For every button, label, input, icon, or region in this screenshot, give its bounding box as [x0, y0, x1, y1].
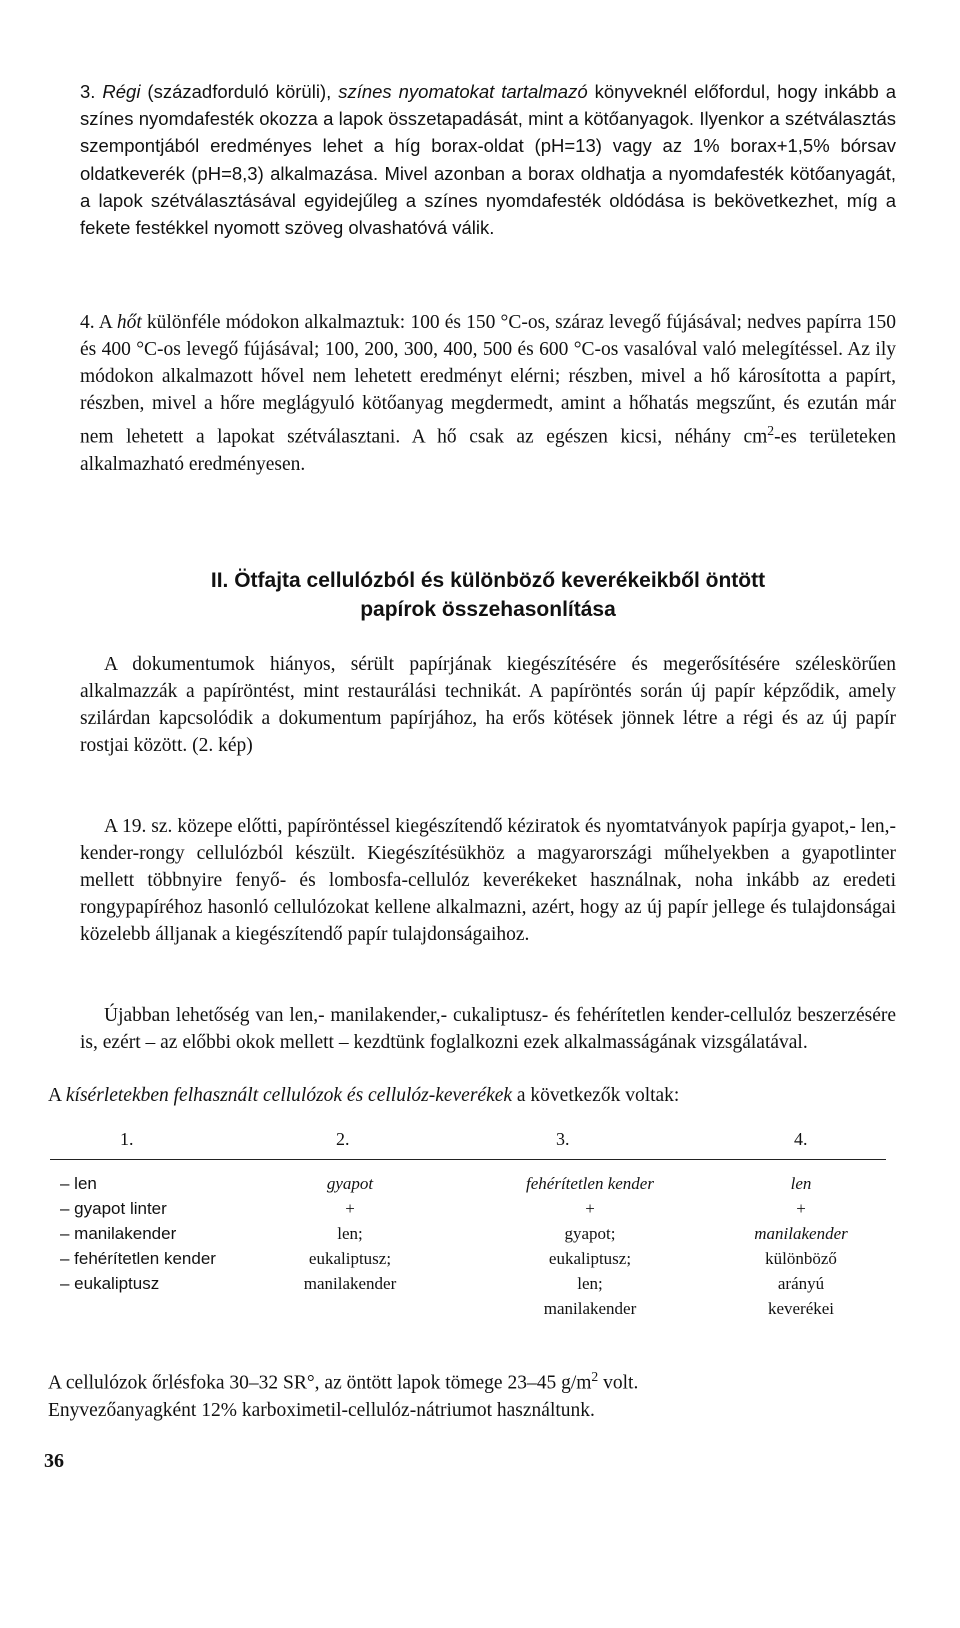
column-header-2: 2.	[336, 1129, 350, 1149]
footer-paragraph	[48, 1363, 908, 1424]
table-cell: arányú	[777, 1274, 825, 1293]
table-cell: eukaliptusz;	[308, 1249, 392, 1268]
superscript: 2	[591, 1369, 599, 1384]
footer-line	[48, 1363, 908, 1397]
table-cell: eukaliptusz;	[548, 1249, 632, 1268]
text-run: A	[94, 312, 117, 333]
emphasis: Régi	[102, 81, 141, 102]
table-cell: különböző	[765, 1249, 837, 1268]
heading-line: papírok összehasonlítása	[360, 598, 616, 621]
text-run: a következők voltak:	[512, 1085, 680, 1106]
table-column-1	[60, 1171, 216, 1296]
table-column-4	[736, 1171, 866, 1321]
table-cell: manilakender	[543, 1299, 637, 1318]
table-cell: gyapot	[326, 1174, 374, 1193]
table-cell: – len	[60, 1174, 97, 1193]
text-run: különféle módokon alkalmaztuk: 100 és 150 °C-os, száraz levegő fújásával; nedves papírra 150 és 400 °C-os levegő fújásával; 100, 200, 300, 400, 500 és 600 °C-os vasalóval való melegítéssel. Az ily módokon alkalmazott hővel nem lehetett eredményt elérni; részben, mivel a hő károsította a papírt, részben, mivel a hőre meglágyuló kötőanyag megdermedt, amint a hőhatás megszűnt, és ezután már nem lehetett a lapokat szétválasztani. A hő csak az egészen kicsi, néhány cm	[80, 312, 896, 448]
table-cell: fehérítetlen kender	[526, 1174, 654, 1193]
paragraph-history: A 19. sz. közepe előtti, papíröntéssel kiegészítendő kéziratok és nyomtatványok papírja gyapot,- len,- kender-rongy cellulózból készült. Kiegészítésükhöz a magyarországi műhelyekben a gyapotlinter mellett többnyire fenyő- és lombosfa-cellulóz keverékeket használnak, noha inkább az eredeti rongypapíréhoz hasonló cellulózokat kellene alkalmazni, azért, hogy az új papír jellege és tulajdonságai közelebb álljanak a kiegészítendő papír tulajdonságaihoz.	[80, 816, 896, 945]
text-run: könyveknél előfordul, hogy inkább a színes nyomdafesték okozza a lapok összetapadását, mint a kötőanyagok. Ilyenkor a szétválasztás szempontjából eredményes lehet a híg borax-oldat (pH=13) vagy az 1% borax+1,5% bórsav oldatkeverék (pH=8,3) alkalmazása. Mivel azonban a borax oldhatja a nyomdafesték kötőanyagát, a lapok szétválasztásával egyidejűleg a színes nyomdafesték oldódása is bekövetkezhet, míg a fekete festékkel nyomott szöveg olvashatóvá válik.	[80, 81, 897, 239]
page-number: 36	[44, 1450, 64, 1472]
table-column-3	[490, 1171, 690, 1321]
list-item-4	[80, 309, 896, 478]
paragraph-new-options: Újabban lehetőség van len,- manilakender,- cukaliptusz- és fehérítetlen kender-cellulóz beszerzésére is, ezért – az előbbi okok mellett – kezdtünk foglalkozni ezek alkalmasságának vizsgálatával.	[80, 1005, 896, 1053]
column-header-1: 1.	[120, 1129, 134, 1149]
superscript: 2	[767, 423, 775, 438]
table-cell: gyapot;	[564, 1224, 616, 1243]
heading-line: II. Ötfajta cellulózból és különböző keverékeikből öntött	[210, 569, 766, 592]
table-cell: – eukaliptusz	[60, 1274, 160, 1293]
list-item-3	[80, 78, 896, 241]
text-run: A cellulózok őrlésfoka 30–32 SR°, az öntött lapok tömege 23–45 g/m	[48, 1372, 592, 1394]
text-run: volt.	[598, 1372, 639, 1394]
section-heading	[80, 566, 896, 624]
column-header-3: 3.	[556, 1129, 570, 1149]
table-cell: len;	[337, 1224, 363, 1243]
table-cell: manilakender	[754, 1224, 848, 1243]
table-intro	[48, 1082, 908, 1109]
text-run: A	[48, 1085, 66, 1106]
emphasis: színes nyomatokat tartalmazó	[338, 81, 588, 102]
table-cell: +	[585, 1199, 595, 1218]
table-cell: +	[796, 1199, 806, 1218]
emphasis: hőt	[116, 312, 142, 333]
table-cell: len;	[577, 1274, 603, 1293]
text-run: -es területeken alkalmazható eredményesen.	[80, 426, 896, 475]
table-rule	[50, 1159, 886, 1160]
emphasis: kísérletekben felhasznált cellulózok és cellulóz-keverékek	[65, 1085, 513, 1106]
table-column-2	[280, 1171, 420, 1296]
table-cell: len	[790, 1174, 812, 1193]
table-cell: keverékei	[767, 1299, 835, 1318]
column-header-4: 4.	[794, 1129, 808, 1149]
table-cell: manilakender	[303, 1274, 397, 1293]
paragraph-intro: A dokumentumok hiányos, sérült papírjának kiegészítésére és megerősítésére széleskörűen alkalmazzák a papíröntést, mint restaurálási technikát. A papíröntés során új papír képződik, amely szilárdan kapcsolódik a dokumentum papírjához, ha erős kötések jönnek létre a régi és az új papír rostjai között. (2. kép)	[80, 654, 896, 756]
table-cell: – gyapot linter	[60, 1199, 167, 1218]
text-run: (századforduló körüli),	[140, 81, 339, 102]
table-cell: – manilakender	[60, 1224, 177, 1243]
table-cell: – fehérítetlen kender	[60, 1249, 216, 1268]
table-cell: +	[345, 1199, 355, 1218]
list-number: 3.	[80, 81, 96, 102]
footer-line: Enyvezőanyagként 12% karboximetil-cellulóz-nátriumot használtunk.	[48, 1399, 595, 1421]
list-number: 4.	[80, 312, 95, 333]
